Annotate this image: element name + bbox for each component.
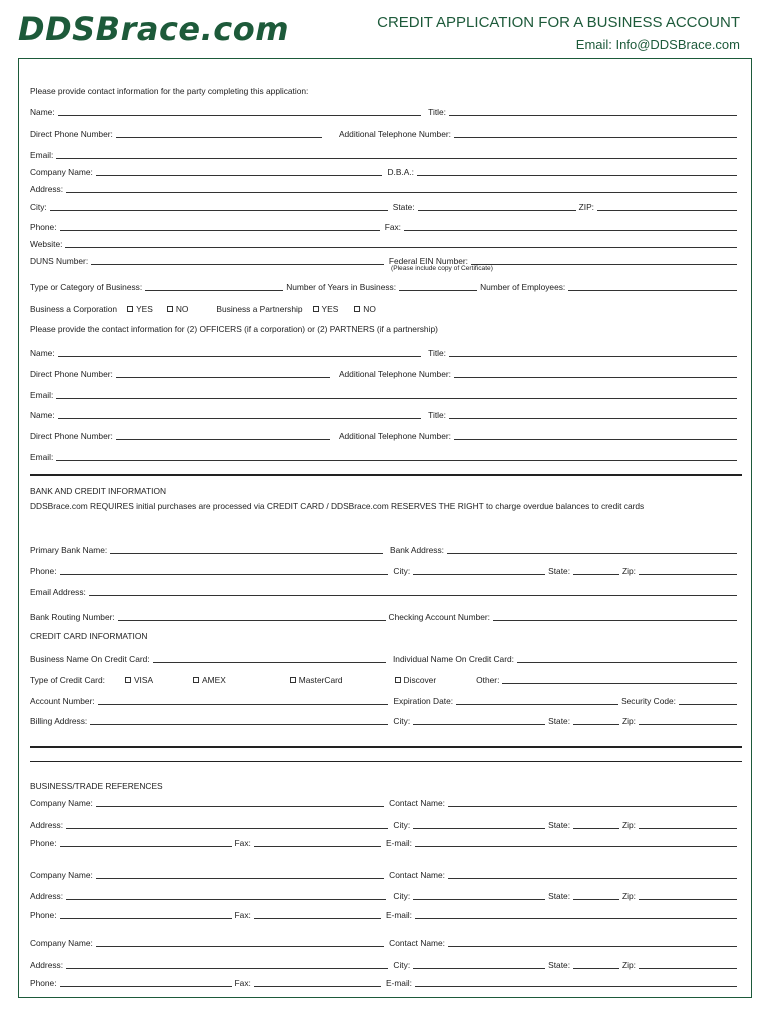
- additional-phone-field[interactable]: [454, 137, 737, 138]
- additional-phone-label: Additional Telephone Number:: [338, 129, 451, 139]
- billing-state-label: State:: [548, 716, 571, 726]
- phone-label: Phone:: [30, 222, 57, 232]
- checkbox-icon: [167, 306, 173, 312]
- officer1-email-row: [30, 386, 740, 400]
- employees-label: Number of Employees:: [480, 282, 566, 292]
- zip-field[interactable]: [597, 210, 737, 211]
- ref1-zip-label: Zip:: [622, 820, 636, 830]
- ref2-phone-row: [30, 906, 740, 920]
- bank-zip-label: Zip:: [622, 566, 636, 576]
- primary-bank-label: Primary Bank Name:: [30, 545, 108, 555]
- billing-city-label: City:: [393, 716, 411, 726]
- ref1-fax-label: Fax:: [234, 838, 251, 848]
- checkbox-icon: [290, 677, 296, 683]
- business-type-field[interactable]: [145, 290, 283, 291]
- ref3-company-field[interactable]: [96, 946, 384, 947]
- checking-field[interactable]: [493, 620, 737, 621]
- partnership-label: Business a Partnership: [216, 304, 303, 314]
- routing-label: Bank Routing Number:: [30, 612, 115, 622]
- company-city-row: [30, 198, 740, 212]
- applicant-email-row: [30, 146, 740, 160]
- corporation-no-option[interactable]: NO: [167, 304, 189, 314]
- bank-name-row: [30, 541, 740, 555]
- checkbox-icon: [193, 677, 199, 683]
- duns-row: [30, 252, 740, 266]
- discover-option[interactable]: Discover: [395, 675, 437, 685]
- officer1-name-label: Name:: [30, 348, 55, 358]
- bank-state-field[interactable]: [573, 574, 619, 575]
- phone-field[interactable]: [60, 230, 380, 231]
- ref3-fax-field[interactable]: [254, 986, 381, 987]
- ref3-fax-label: Fax:: [234, 978, 251, 988]
- billing-city-field[interactable]: [413, 724, 545, 725]
- company-phone-row: [30, 218, 740, 232]
- ref1-phone-label: Phone:: [30, 838, 57, 848]
- billing-row: [30, 712, 740, 726]
- officer2-email-row: [30, 448, 740, 462]
- officer1-title-label: Title:: [428, 348, 446, 358]
- card-business-name-label: Business Name On Credit Card:: [30, 654, 150, 664]
- ref3-address-row: [30, 956, 740, 970]
- ref1-city-label: City:: [393, 820, 411, 830]
- ref2-company-row: [30, 866, 740, 880]
- officer2-phone-row: [30, 427, 740, 441]
- ref1-email-label: E-mail:: [385, 838, 412, 848]
- company-name-row: [30, 163, 740, 177]
- card-business-name-field[interactable]: [153, 662, 386, 663]
- billing-address-label: Billing Address:: [30, 716, 88, 726]
- company-address-row: [30, 180, 740, 194]
- ref3-city-label: City:: [393, 960, 411, 970]
- primary-bank-field[interactable]: [110, 553, 383, 554]
- checkbox-icon: [125, 677, 131, 683]
- applicant-phone-row: [30, 125, 740, 139]
- ref2-fax-label: Fax:: [234, 910, 251, 920]
- security-code-label: Security Code:: [621, 696, 676, 706]
- fax-field[interactable]: [404, 230, 737, 231]
- dba-field[interactable]: [417, 175, 737, 176]
- address-label: Address:: [30, 184, 64, 194]
- officer1-name-row: [30, 344, 740, 358]
- officer2-additional-phone-label: Additional Telephone Number:: [338, 431, 451, 441]
- ref2-contact-field[interactable]: [448, 878, 737, 879]
- officer1-additional-phone-field[interactable]: [454, 377, 737, 378]
- officer1-email-field[interactable]: [56, 398, 737, 399]
- ref3-email-field[interactable]: [415, 986, 737, 987]
- state-label: State:: [392, 202, 415, 212]
- ref2-phone-field[interactable]: [60, 918, 232, 919]
- billing-zip-field[interactable]: [639, 724, 737, 725]
- ref2-fax-field[interactable]: [254, 918, 381, 919]
- ref1-state-field[interactable]: [573, 828, 619, 829]
- company-name-field[interactable]: [96, 175, 383, 176]
- city-label: City:: [30, 202, 47, 212]
- officer1-title-field[interactable]: [449, 356, 737, 357]
- duns-label: DUNS Number:: [30, 256, 89, 266]
- dba-label: D.B.A.:: [387, 167, 414, 177]
- bank-phone-label: Phone:: [30, 566, 57, 576]
- ref2-zip-label: Zip:: [622, 891, 636, 901]
- ref2-company-field[interactable]: [96, 878, 384, 879]
- ref3-company-row: [30, 934, 740, 948]
- officer1-direct-phone-label: Direct Phone Number:: [30, 369, 113, 379]
- bank-city-field[interactable]: [413, 574, 545, 575]
- officer1-phone-row: [30, 365, 740, 379]
- other-card-label: Other:: [476, 675, 500, 685]
- ref3-city-field[interactable]: [413, 968, 545, 969]
- ref2-state-field[interactable]: [573, 899, 619, 900]
- entity-type-row: [30, 300, 740, 314]
- employees-field[interactable]: [568, 290, 737, 291]
- officer2-name-label: Name:: [30, 410, 55, 420]
- direct-phone-label: Direct Phone Number:: [30, 129, 113, 139]
- visa-option[interactable]: VISA: [125, 675, 153, 685]
- bank-city-label: City:: [393, 566, 411, 576]
- routing-field[interactable]: [118, 620, 386, 621]
- other-card-field[interactable]: [502, 683, 737, 684]
- bank-notice: DDSBrace.com REQUIRES initial purchases are processed via CREDIT CARD / DDSBrace.com RESERVES THE RIGHT to charge overdue balances to credit cards: [30, 501, 645, 511]
- officer2-email-field[interactable]: [56, 460, 737, 461]
- ref3-state-label: State:: [548, 960, 571, 970]
- ein-field[interactable]: [471, 264, 737, 265]
- officer1-name-field[interactable]: [58, 356, 421, 357]
- ref1-city-field[interactable]: [413, 828, 545, 829]
- expiration-field[interactable]: [456, 704, 618, 705]
- references-heading: BUSINESS/TRADE REFERENCES: [30, 781, 163, 791]
- bank-heading: BANK AND CREDIT INFORMATION: [30, 486, 167, 496]
- officer2-title-field[interactable]: [449, 418, 737, 419]
- ref2-phone-label: Phone:: [30, 910, 57, 920]
- card-heading: CREDIT CARD INFORMATION: [30, 631, 148, 641]
- ref3-address-label: Address:: [30, 960, 64, 970]
- officer1-direct-phone-field[interactable]: [116, 377, 330, 378]
- ref3-phone-field[interactable]: [60, 986, 232, 987]
- years-field[interactable]: [399, 290, 477, 291]
- ref2-contact-label: Contact Name:: [389, 870, 445, 880]
- bank-address-field[interactable]: [447, 553, 737, 554]
- ref2-city-label: City:: [393, 891, 411, 901]
- ref3-company-label: Company Name:: [30, 938, 93, 948]
- security-code-field[interactable]: [679, 704, 737, 705]
- ref2-email-field[interactable]: [415, 918, 737, 919]
- bank-email-row: [30, 583, 740, 597]
- account-number-field[interactable]: [98, 704, 389, 705]
- title-label: Title:: [428, 107, 446, 117]
- company-logo: DDSBrace.com: [18, 10, 290, 48]
- card-individual-name-label: Individual Name On Credit Card:: [392, 654, 514, 664]
- card-account-row: [30, 692, 740, 706]
- ref1-company-field[interactable]: [96, 806, 384, 807]
- bank-state-label: State:: [548, 566, 571, 576]
- fax-label: Fax:: [384, 222, 401, 232]
- form-title: CREDIT APPLICATION FOR A BUSINESS ACCOUNT: [377, 14, 740, 31]
- officer1-additional-phone-label: Additional Telephone Number:: [338, 369, 451, 379]
- zip-label: ZIP:: [578, 202, 594, 212]
- billing-state-field[interactable]: [573, 724, 619, 725]
- ref1-address-row: [30, 816, 740, 830]
- email-label: Email:: [30, 150, 54, 160]
- ref2-company-label: Company Name:: [30, 870, 93, 880]
- ref1-email-field[interactable]: [415, 846, 737, 847]
- direct-phone-field[interactable]: [116, 137, 322, 138]
- mastercard-option[interactable]: MasterCard: [290, 675, 343, 685]
- ref1-company-label: Company Name:: [30, 798, 93, 808]
- ref3-phone-row: [30, 974, 740, 988]
- ref3-email-label: E-mail:: [385, 978, 412, 988]
- website-row: [30, 235, 740, 249]
- officer2-name-row: [30, 406, 740, 420]
- amex-option[interactable]: AMEX: [193, 675, 226, 685]
- state-field[interactable]: [418, 210, 576, 211]
- ref2-address-label: Address:: [30, 891, 64, 901]
- ref3-address-field[interactable]: [66, 968, 388, 969]
- billing-zip-label: Zip:: [622, 716, 636, 726]
- ein-label: Federal EIN Number:: [388, 256, 468, 266]
- bank-phone-row: [30, 562, 740, 576]
- officer2-title-label: Title:: [428, 410, 446, 420]
- intro-text: Please provide contact information for the party completing this application:: [30, 86, 309, 96]
- checking-label: Checking Account Number:: [388, 612, 490, 622]
- section-divider-thin: [30, 761, 742, 762]
- name-label: Name:: [30, 107, 55, 117]
- ref3-contact-field[interactable]: [448, 946, 737, 947]
- ref1-phone-field[interactable]: [60, 846, 232, 847]
- ref2-zip-field[interactable]: [639, 899, 737, 900]
- partnership-yes-option[interactable]: YES: [313, 304, 339, 314]
- address-field[interactable]: [66, 192, 737, 193]
- company-name-label: Company Name:: [30, 167, 93, 177]
- bank-phone-field[interactable]: [60, 574, 389, 575]
- website-label: Website:: [30, 239, 63, 249]
- card-individual-name-field[interactable]: [517, 662, 737, 663]
- section-divider: [30, 746, 742, 748]
- ref1-company-row: [30, 794, 740, 808]
- website-field[interactable]: [65, 247, 737, 248]
- card-names-row: [30, 650, 740, 664]
- duns-field[interactable]: [91, 264, 384, 265]
- expiration-label: Expiration Date:: [393, 696, 454, 706]
- bank-routing-row: [30, 608, 740, 622]
- business-type-row: [30, 278, 740, 292]
- officer2-name-field[interactable]: [58, 418, 421, 419]
- ref2-address-row: [30, 887, 740, 901]
- applicant-name-row: [30, 103, 740, 117]
- email-field[interactable]: [56, 158, 737, 159]
- name-field[interactable]: [58, 115, 421, 116]
- ref2-state-label: State:: [548, 891, 571, 901]
- ref1-address-label: Address:: [30, 820, 64, 830]
- ref3-phone-label: Phone:: [30, 978, 57, 988]
- officer2-direct-phone-field[interactable]: [116, 439, 330, 440]
- ref2-address-field[interactable]: [66, 899, 386, 900]
- ref3-zip-field[interactable]: [639, 968, 737, 969]
- ref3-zip-label: Zip:: [622, 960, 636, 970]
- ref1-phone-row: [30, 834, 740, 848]
- bank-email-field[interactable]: [89, 595, 737, 596]
- ref1-zip-field[interactable]: [639, 828, 737, 829]
- ref2-city-field[interactable]: [413, 899, 545, 900]
- corporation-label: Business a Corporation: [30, 304, 118, 314]
- ref1-fax-field[interactable]: [254, 846, 381, 847]
- ref1-address-field[interactable]: [66, 828, 388, 829]
- bank-zip-field[interactable]: [639, 574, 737, 575]
- officer2-additional-phone-field[interactable]: [454, 439, 737, 440]
- account-number-label: Account Number:: [30, 696, 95, 706]
- years-label: Number of Years in Business:: [286, 282, 397, 292]
- ref3-contact-label: Contact Name:: [389, 938, 445, 948]
- checkbox-icon: [354, 306, 360, 312]
- officers-intro: Please provide the contact information for (2) OFFICERS (if a corporation) or (2) PARTNERS (if a partnership): [30, 324, 438, 334]
- title-field[interactable]: [449, 115, 737, 116]
- business-type-label: Type or Category of Business:: [30, 282, 143, 292]
- ref1-state-label: State:: [548, 820, 571, 830]
- officer1-email-label: Email:: [30, 390, 54, 400]
- ref2-email-label: E-mail:: [385, 910, 412, 920]
- section-divider: [30, 474, 742, 476]
- checkbox-icon: [313, 306, 319, 312]
- bank-address-label: Bank Address:: [389, 545, 444, 555]
- ref3-state-field[interactable]: [573, 968, 619, 969]
- officer2-direct-phone-label: Direct Phone Number:: [30, 431, 113, 441]
- card-type-row: [30, 671, 740, 685]
- checkbox-icon: [127, 306, 133, 312]
- checkbox-icon: [395, 677, 401, 683]
- ref1-contact-field[interactable]: [448, 806, 737, 807]
- ref1-contact-label: Contact Name:: [389, 798, 445, 808]
- bank-email-label: Email Address:: [30, 587, 86, 597]
- ein-note: (Please include copy of Certificate): [391, 265, 493, 272]
- contact-email: Email: Info@DDSBrace.com: [575, 37, 740, 52]
- card-type-label: Type of Credit Card:: [30, 675, 105, 685]
- partnership-no-option[interactable]: NO: [354, 304, 376, 314]
- officer2-email-label: Email:: [30, 452, 54, 462]
- billing-address-field[interactable]: [90, 724, 388, 725]
- corporation-yes-option[interactable]: YES: [127, 304, 153, 314]
- city-field[interactable]: [50, 210, 388, 211]
